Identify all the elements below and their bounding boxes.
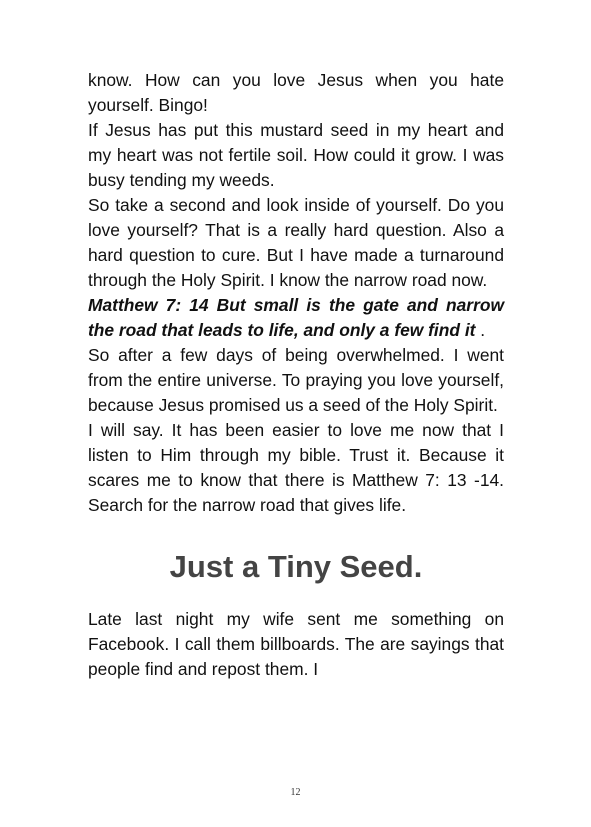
scripture-quote xyxy=(88,293,504,343)
paragraph: Late last night my wife sent me something on Facebook. I call them billboards. The are sayings that people find and repost them. I xyxy=(88,609,504,679)
scripture-text: Matthew 7: 14 But small is the gate and narrow the road that leads to life, and only a few find it xyxy=(88,295,504,340)
paragraph: If Jesus has put this mustard seed in my heart and my heart was not fertile soil. How could it grow. I was busy tending my weeds. xyxy=(88,120,504,190)
page-body xyxy=(88,68,504,682)
page-number: 12 xyxy=(290,787,301,798)
section-heading: Just a Tiny Seed. xyxy=(169,549,423,584)
paragraph: know. How can you love Jesus when you hate yourself. Bingo! xyxy=(88,70,504,115)
scripture-trail: . xyxy=(475,320,486,340)
paragraph: So after a few days of being overwhelmed. I went from the entire universe. To praying you love yourself, because Jesus promised us a seed of the Holy Spirit. xyxy=(88,345,504,415)
paragraph: I will say. It has been easier to love me now that I listen to Him through my bible. Trust it. Because it scares me to know that there is Matthew 7: 13 -14. Search for the narrow road that gives life. xyxy=(88,420,504,515)
paragraph: So take a second and look inside of yourself. Do you love yourself? That is a really hard question. Also a hard question to cure. But I have made a turnaround through the Holy Spirit. I know the narrow road now. xyxy=(88,195,504,290)
